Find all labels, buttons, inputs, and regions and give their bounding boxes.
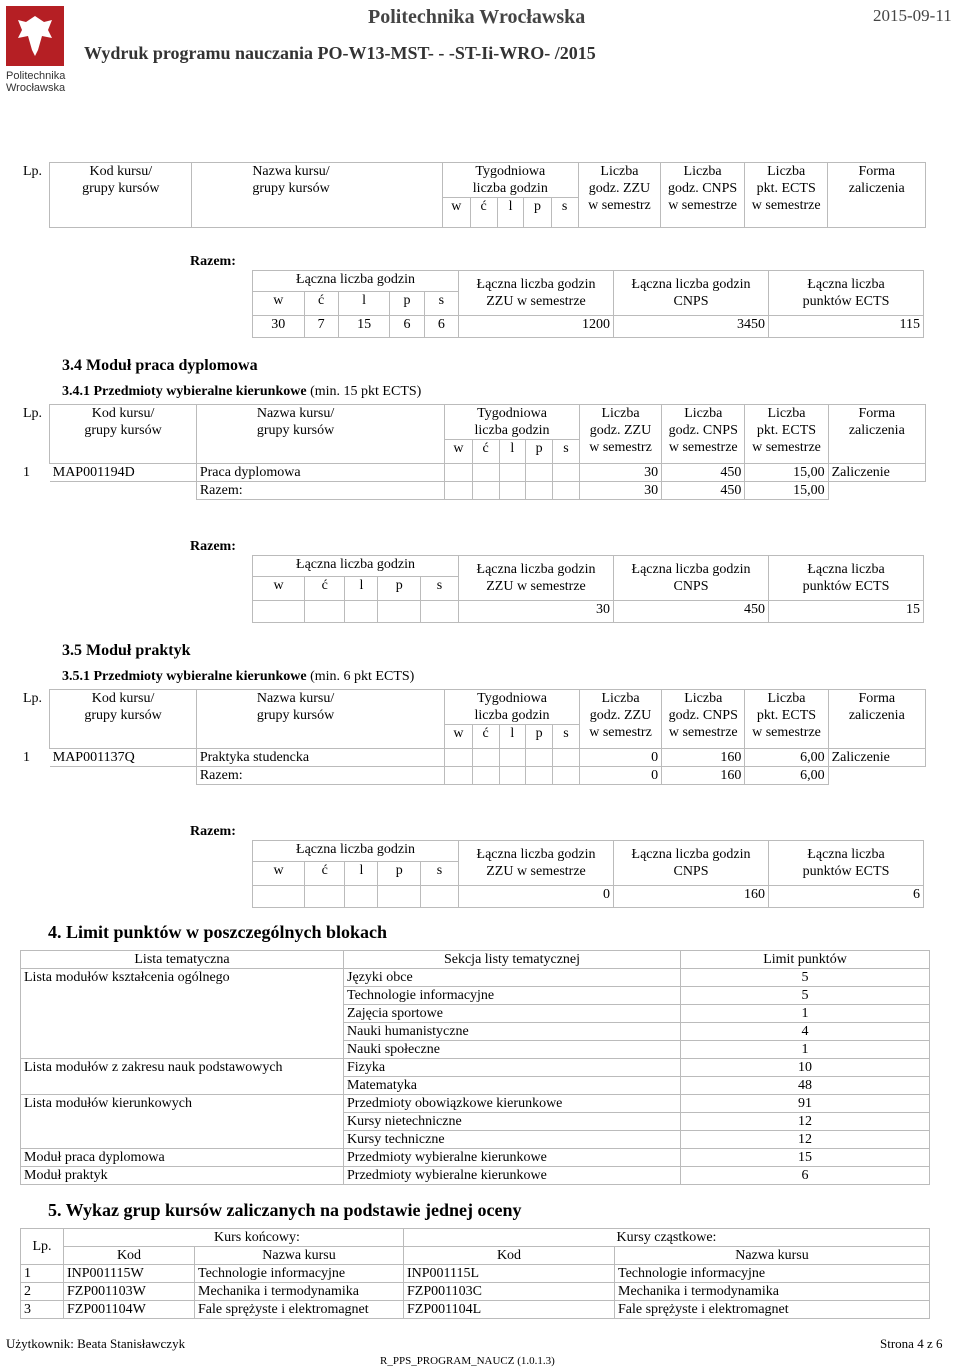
group-sub-kod-cell: FZP001103C: [404, 1283, 615, 1301]
limit-lista-cell: [21, 987, 344, 1005]
table-row: [21, 1149, 930, 1167]
limit-sekcja-cell: Języki obce: [344, 969, 681, 987]
table-row: [21, 1113, 930, 1131]
print-date: 2015-09-11: [873, 6, 952, 25]
limit-sekcja-cell: Przedmioty wybieralne kierunkowe: [344, 1149, 681, 1167]
limit-value-cell: 4: [681, 1023, 930, 1041]
limit-table: [20, 950, 930, 1185]
limit-lista-cell: [21, 1023, 344, 1041]
limit-lista-cell: [21, 1005, 344, 1023]
table-row: [21, 1023, 930, 1041]
limit-lista-cell: [21, 1113, 344, 1131]
group-sub-nazwa-cell: Fale sprężyste i elektromagnet: [615, 1301, 930, 1319]
limit-value-cell: 91: [681, 1095, 930, 1113]
razem-row: Razem: 0 160 6,00: [20, 767, 926, 785]
table-row: [21, 1265, 930, 1283]
table-row: [21, 987, 930, 1005]
university-logo: [6, 6, 66, 94]
group-lp-cell: 3: [21, 1301, 64, 1319]
group-kod-cell: FZP001104W: [64, 1301, 195, 1319]
limit-value-cell: 48: [681, 1077, 930, 1095]
course-table-3-4: Lp. Kod kursu/ grupy kursów Nazwa kursu/ grupy kursów Tygodniowa liczba godzin Liczba godz. ZZU w semestrz Liczba godz. CNPS w semestrze Liczba pkt. ECTS w semestrze Forma zaliczenia w ć l p s 1 MAP001194D Praca dyplomowa 30 450 15,00 Zaliczenie Razem: 30 450 15,00: [20, 404, 926, 500]
group-sub-kod-cell: FZP001104L: [404, 1301, 615, 1319]
limit-sekcja-cell: Przedmioty obowiązkowe kierunkowe: [344, 1095, 681, 1113]
col-ects: Liczba pkt. ECTS w semestrze: [744, 163, 828, 228]
group-sub-nazwa-cell: Technologie informacyjne: [615, 1265, 930, 1283]
limit-sekcja-cell: Przedmioty wybieralne kierunkowe: [344, 1167, 681, 1185]
logo-text-2: Wrocławska: [6, 82, 66, 94]
razem-row: Razem: 30 450 15,00: [20, 482, 926, 500]
table-row: [21, 1167, 930, 1185]
limit-sekcja-cell: Zajęcia sportowe: [344, 1005, 681, 1023]
logo-text-1: Politechnika: [6, 70, 66, 82]
limit-value-cell: 1: [681, 1041, 930, 1059]
limit-col-limit: Limit punktów: [681, 951, 930, 969]
course-table-3-5: Lp. Kod kursu/ grupy kursów Nazwa kursu/ grupy kursów Tygodniowa liczba godzin Liczba godz. ZZU w semestrz Liczba godz. CNPS w semestrze Liczba pkt. ECTS w semestrze Forma zaliczenia w ć l p s 1 MAP001137Q Praktyka studencka 0 160 6,00 Zaliczenie Razem: 0 160 6,00: [20, 689, 926, 785]
document-title: Wydruk programu nauczania PO-W13-MST- - -ST-Ii-WRO- /2015: [84, 43, 596, 63]
limit-lista-cell: Moduł praca dyplomowa: [21, 1149, 344, 1167]
limit-lista-cell: Lista modułów z zakresu nauk podstawowych: [21, 1059, 344, 1077]
table-row: [21, 1283, 930, 1301]
footer-code: R_PPS_PROGRAM_NAUCZ (1.0.1.3): [380, 1355, 555, 1367]
section-3-4-1-title: 3.4.1 Przedmioty wybieralne kierunkowe (min. 15 pkt ECTS): [62, 384, 422, 399]
summary-table-1: Łączna liczba godzin Łączna liczba godzin ZZU w semestrze Łączna liczba godzin CNPS Łączna liczba punktów ECTS w ć l p s 30 7 15 6 6 1200 3450 115: [252, 270, 924, 338]
limit-sekcja-cell: Nauki humanistyczne: [344, 1023, 681, 1041]
limit-sekcja-cell: Matematyka: [344, 1077, 681, 1095]
table-row: [21, 1095, 930, 1113]
limit-lista-cell: Moduł praktyk: [21, 1167, 344, 1185]
limit-col-lista: Lista tematyczna: [21, 951, 344, 969]
limit-col-sekcja: Sekcja listy tematycznej: [344, 951, 681, 969]
razem-label: Razem:: [190, 539, 236, 554]
section-3-5-1-title: 3.5.1 Przedmioty wybieralne kierunkowe (min. 6 pkt ECTS): [62, 669, 415, 684]
group-nazwa-cell: Mechanika i termodynamika: [195, 1283, 404, 1301]
col-cnps: Liczba godz. CNPS w semestrze: [661, 163, 745, 228]
limit-lista-cell: Lista modułów kształcenia ogólnego: [21, 969, 344, 987]
razem-label: Razem:: [190, 254, 236, 269]
limit-lista-cell: [21, 1041, 344, 1059]
section-3-5-title: 3.5 Moduł praktyk: [62, 642, 191, 659]
group-lp-cell: 2: [21, 1283, 64, 1301]
limit-value-cell: 12: [681, 1131, 930, 1149]
table-row: 1 MAP001137Q Praktyka studencka 0 160 6,00 Zaliczenie: [20, 749, 926, 767]
col-lp: Lp.: [23, 163, 43, 179]
limit-value-cell: 15: [681, 1149, 930, 1167]
eagle-crest-icon: [6, 6, 64, 66]
group-lp-cell: 1: [21, 1265, 64, 1283]
section-4-title: 4. Limit punktów w poszczególnych blokach: [48, 922, 388, 942]
group-sub-kod-cell: INP001115L: [404, 1265, 615, 1283]
table-row: [21, 969, 930, 987]
limit-value-cell: 5: [681, 969, 930, 987]
university-name: Politechnika Wrocławska: [368, 6, 586, 28]
col-zzu: Liczba godz. ZZU w semestrz: [578, 163, 661, 228]
group-kod-cell: INP001115W: [64, 1265, 195, 1283]
group-nazwa-cell: Technologie informacyjne: [195, 1265, 404, 1283]
limit-sekcja-cell: Kursy techniczne: [344, 1131, 681, 1149]
limit-sekcja-cell: Kursy nietechniczne: [344, 1113, 681, 1131]
limit-lista-cell: [21, 1131, 344, 1149]
limit-lista-cell: [21, 1077, 344, 1095]
summary-table-2: Łączna liczba godzin Łączna liczba godzin ZZU w semestrze Łączna liczba godzin CNPS Łączna liczba punktów ECTS w ć l p s 30 450 15: [252, 555, 924, 623]
group-nazwa-cell: Fale sprężyste i elektromagnet: [195, 1301, 404, 1319]
footer-page: Strona 4 z 6: [880, 1336, 943, 1351]
col-tygodniowa: Tygodniowa liczba godzin: [443, 163, 579, 198]
limit-lista-cell: Lista modułów kierunkowych: [21, 1095, 344, 1113]
footer-user: Użytkownik: Beata Stanisławczyk: [6, 1336, 186, 1351]
limit-sekcja-cell: Nauki społeczne: [344, 1041, 681, 1059]
limit-value-cell: 1: [681, 1005, 930, 1023]
limit-sekcja-cell: Technologie informacyjne: [344, 987, 681, 1005]
table-row: [21, 1005, 930, 1023]
col-forma: Forma zaliczenia: [828, 163, 926, 228]
limit-value-cell: 5: [681, 987, 930, 1005]
table-row: [21, 1041, 930, 1059]
group-sub-nazwa-cell: Mechanika i termodynamika: [615, 1283, 930, 1301]
limit-sekcja-cell: Fizyka: [344, 1059, 681, 1077]
table-row: 1 MAP001194D Praca dyplomowa 30 450 15,00 Zaliczenie: [20, 464, 926, 482]
limit-value-cell: 6: [681, 1167, 930, 1185]
summary-table-3: Łączna liczba godzin Łączna liczba godzin ZZU w semestrze Łączna liczba godzin CNPS Łączna liczba punktów ECTS w ć l p s 0 160 6: [252, 840, 924, 908]
col-kod: Kod kursu/ grupy kursów: [50, 163, 192, 228]
table-row: [21, 1131, 930, 1149]
razem-label: Razem:: [190, 824, 236, 839]
table-row: [21, 1059, 930, 1077]
section-5-title: 5. Wykaz grup kursów zaliczanych na podstawie jednej oceny: [48, 1200, 522, 1220]
section-3-4-title: 3.4 Moduł praca dyplomowa: [62, 357, 258, 374]
table-row: [21, 1077, 930, 1095]
course-table-header: Lp. Kod kursu/ grupy kursów Nazwa kursu/ grupy kursów Tygodniowa liczba godzin Liczba godz. ZZU w semestrz Liczba godz. CNPS w semestrze Liczba pkt. ECTS w semestrze Forma zaliczenia w ć l p s: [20, 162, 926, 228]
col-nazwa: Nazwa kursu/ grupy kursów: [192, 163, 443, 228]
limit-value-cell: 10: [681, 1059, 930, 1077]
group-kod-cell: FZP001103W: [64, 1283, 195, 1301]
limit-value-cell: 12: [681, 1113, 930, 1131]
groups-table: Lp. Kurs końcowy: Kursy cząstkowe: Kod Nazwa kursu Kod Nazwa kursu 1 INP001115W Technologie informacyjne INP001115L Technologie informacyjne 2 FZP001103W Mechanika i termodynamika FZP001103C Mechanika i termodynamika 3 FZP001104W Fale sprężyste i elektromagnet FZP001104L Fale sprężyste i elektromagnet: [20, 1228, 930, 1319]
table-row: [21, 1301, 930, 1319]
